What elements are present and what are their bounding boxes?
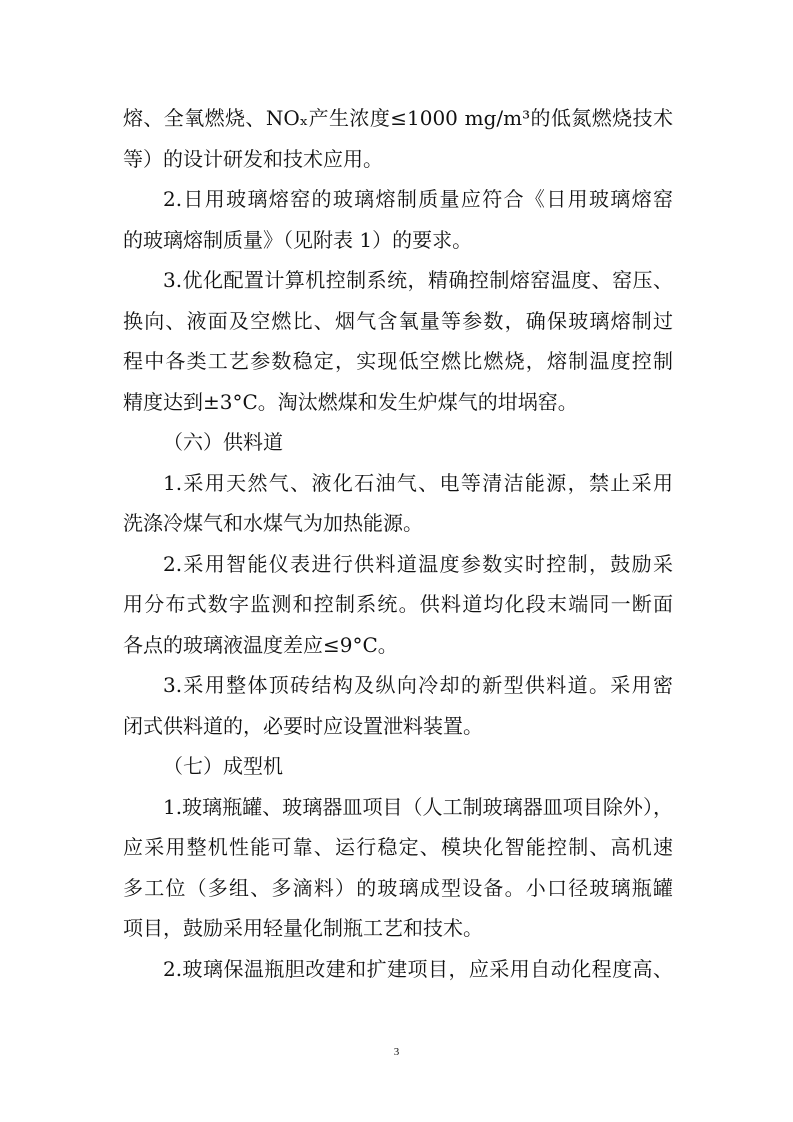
text-line: 洗涤冷煤气和水煤气为加热能源。 <box>123 511 423 535</box>
text-line: 闭式供料道的，必要时应设置泄料装置。 <box>123 713 483 738</box>
text-line: 程中各类工艺参数稳定，实现低空燃比燃烧，熔制温度控制 <box>123 349 673 373</box>
text-line: 1.采用天然气、液化石油气、电等清洁能源，禁止采用 <box>163 470 673 495</box>
section-heading: （七）成型机 <box>163 754 283 778</box>
text-line: 熔、全氧燃烧、NOₓ产生浓度≤1000 mg/m³的低氮燃烧技术 <box>123 106 673 130</box>
text-line: 用分布式数字监测和控制系统。供料道均化段末端同一断面 <box>123 592 673 616</box>
document-body <box>123 98 673 989</box>
text-line: 项目，鼓励采用轻量化制瓶工艺和技术。 <box>123 916 483 940</box>
text-line: 的玻璃熔制质量》（见附表 1）的要求。 <box>123 227 473 252</box>
text-line: 等）的设计研发和技术应用。 <box>123 146 383 171</box>
text-line: 换向、液面及空燃比、烟气含氧量等参数，确保玻璃熔制过 <box>123 308 673 333</box>
text-line: 1.玻璃瓶罐、玻璃器皿项目（人工制玻璃器皿项目除外）， <box>163 794 673 819</box>
text-line: 3.优化配置计算机控制系统，精确控制熔窑温度、窑压、 <box>163 268 673 292</box>
text-line: 应采用整机性能可靠、运行稳定、模块化智能控制、高机速 <box>123 835 673 859</box>
text-line: 2.日用玻璃熔窑的玻璃熔制质量应符合《日用玻璃熔窑 <box>163 187 673 211</box>
page-number: 3 <box>393 1046 400 1058</box>
text-line: 各点的玻璃液温度差应≤9°C。 <box>123 632 398 657</box>
text-line: 3.采用整体顶砖结构及纵向冷却的新型供料道。采用密 <box>163 673 673 697</box>
text-line: 2.玻璃保温瓶胆改建和扩建项目，应采用自动化程度高、 <box>163 956 673 981</box>
text-line: 精度达到±3°C。淘汰燃煤和发生炉煤气的坩埚窑。 <box>123 389 578 414</box>
section-heading: （六）供料道 <box>163 430 283 454</box>
text-line: 2.采用智能仪表进行供料道温度参数实时控制，鼓励采 <box>163 551 673 576</box>
text-line: 多工位（多组、多滴料）的玻璃成型设备。小口径玻璃瓶罐 <box>123 875 673 900</box>
